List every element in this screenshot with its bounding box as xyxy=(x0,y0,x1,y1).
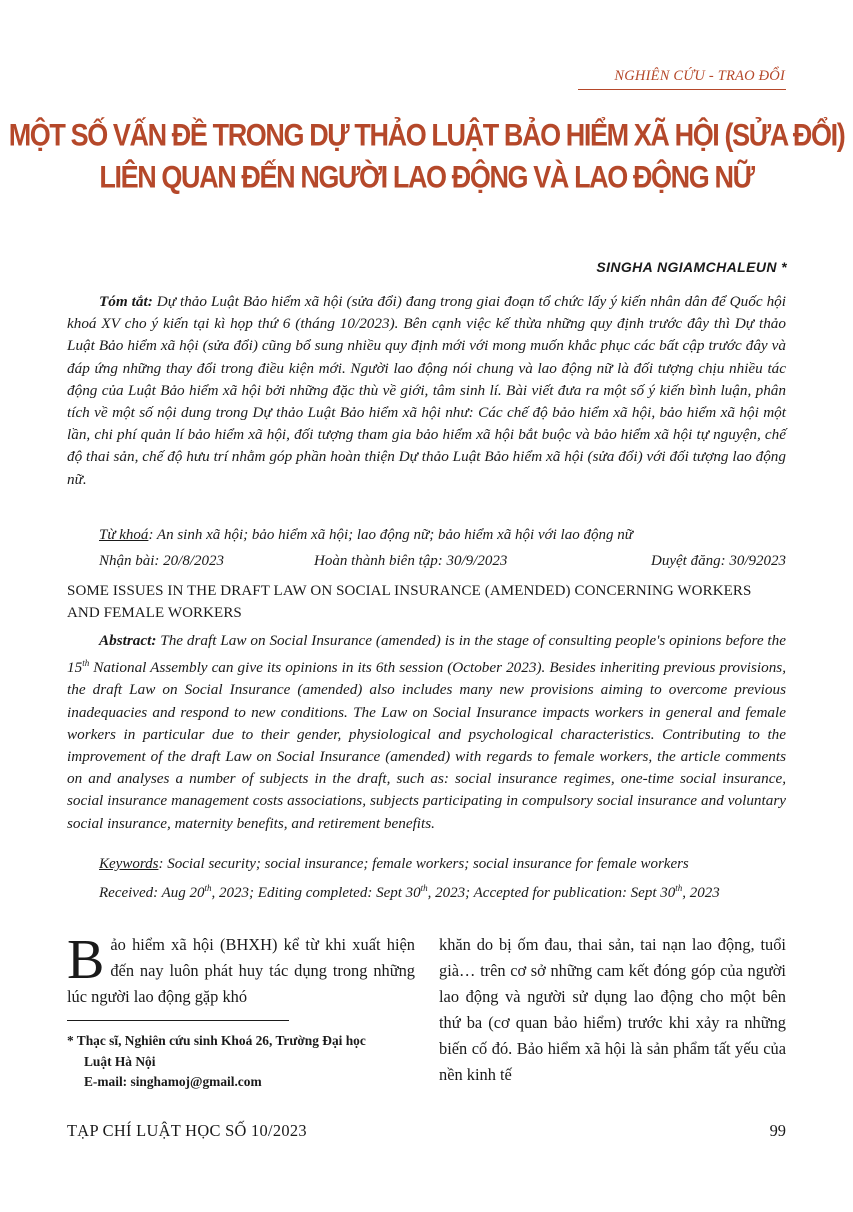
article-title-line-1: MỘT SỐ VẤN ĐỀ TRONG DỰ THẢO LUẬT BẢO HIỂM XÃ HỘI (SỬA ĐỔI) xyxy=(8,117,845,153)
keywords-vi-label: Từ khoá xyxy=(99,527,149,543)
body-column-left xyxy=(67,929,415,1010)
abstract-vi-label: Tóm tắt: xyxy=(99,293,153,310)
keywords-english xyxy=(99,856,786,873)
keywords-en-label: Keywords xyxy=(99,856,159,872)
received-en-c: , 2023; Accepted for publication: Sept 30 xyxy=(427,885,676,901)
received-en-a: Received: Aug 20 xyxy=(99,885,205,901)
dates-english xyxy=(99,883,720,902)
section-label: NGHIÊN CỨU - TRAO ĐỔI xyxy=(614,68,785,84)
article-title-line-2: LIÊN QUAN ĐẾN NGƯỜI LAO ĐỘNG VÀ LAO ĐỘNG NỮ xyxy=(99,159,754,195)
received-en-c-sup: th xyxy=(675,883,683,893)
keywords-vi-text: : An sinh xã hội; bảo hiểm xã hội; lao động nữ; bảo hiểm xã hội với lao động nữ xyxy=(148,527,633,543)
edited-date-vi: Hoàn thành biên tập: 30/9/2023 xyxy=(314,553,508,569)
journal-footer: TẠP CHÍ LUẬT HỌC SỐ 10/2023 xyxy=(67,1121,307,1140)
page-number: 99 xyxy=(769,1121,786,1140)
english-title: SOME ISSUES IN THE DRAFT LAW ON SOCIAL INSURANCE (AMENDED) CONCERNING WORKERS AND FEMALE WORKERS xyxy=(67,583,752,621)
abstract-english xyxy=(67,630,786,835)
received-en-a-sup: th xyxy=(204,883,212,893)
footnote-rule xyxy=(67,1020,289,1021)
accepted-date-vi: Duyệt đăng: 30/92023 xyxy=(651,553,786,569)
drop-cap: B xyxy=(67,929,105,991)
abstract-en-part1: The draft Law on Social Insurance (amended) is in the stage of consulting people's opinions before the 15 xyxy=(67,632,786,677)
keywords-vietnamese xyxy=(99,527,786,544)
abstract-vi-text: Dự thảo Luật Bảo hiểm xã hội (sửa đổi) đang trong giai đoạn tổ chức lấy ý kiến nhân dân để Quốc hội khoá XV cho ý kiến tại kì họp thứ 6 (tháng 10/2023). Bên cạnh việc kế thừa những quy định trước đây thì Dự thảo Luật Bảo hiểm xã hội (sửa đổi) cũng bổ sung nhiều quy định mới với mong muốn khắc phục các bất cập trước đây và đáp ứng những thay đổi trong điều kiện mới. Người lao động nói chung và lao động nữ là đối tượng chịu nhiều tác động của Luật Bảo hiểm xã hội bởi những đặc thù về giới, tâm sinh lí. Bài viết đưa ra một số ý kiến bình luận, phân tích về một số nội dung trong Dự thảo Luật Bảo hiểm xã hội như: Các chế độ bảo hiểm xã hội, bảo hiểm xã hội một lần, chi phí quản lí bảo hiểm xã hội, đối tượng tham gia bảo hiểm xã hội bắt buộc và bảo hiểm xã hội tự nguyện, chế độ thai sản, chế độ hưu trí nhằm góp phần hoàn thiện Dự thảo Luật Bảo hiểm xã hội (sửa đổi) với đối tượng lao động nữ. xyxy=(67,293,786,488)
keywords-en-text: : Social security; social insurance; female workers; social insurance for female workers xyxy=(158,856,689,872)
footnote-email: E-mail: singhamoj@gmail.com xyxy=(84,1074,262,1089)
received-en-b-sup: th xyxy=(420,883,428,893)
body-column-right: khăn do bị ốm đau, thai sản, tai nạn lao động, tuổi già… trên cơ sở những cam kết đóng góp của người lao động và người sử dụng lao động cho một bên thứ ba (cơ quan bảo hiểm) trước khi xảy ra những biến cố đó. Bảo hiểm xã hội là sản phẩm tất yếu của nền kinh tế xyxy=(439,935,786,1084)
abstract-vietnamese xyxy=(67,291,786,491)
author-name: SINGHA NGIAMCHALEUN * xyxy=(596,259,787,275)
received-en-d: , 2023 xyxy=(682,885,720,901)
received-en-b: , 2023; Editing completed: Sept 30 xyxy=(211,885,421,901)
footnote-university: Luật Hà Nội xyxy=(84,1053,156,1069)
abstract-en-label: Abstract: xyxy=(99,632,157,649)
body-left-text: ảo hiểm xã hội (BHXH) kể từ khi xuất hiện đến nay luôn phát huy tác dụng trong những lúc người lao động gặp khó xyxy=(67,935,415,1006)
author-footnote xyxy=(67,1031,417,1093)
section-rule xyxy=(578,89,786,90)
abstract-en-part2: National Assembly can give its opinions in its 6th session (October 2023). Besides inheriting previous provisions, the draft Law on Social Insurance (amended) also includes many new provisions aiming to overcome previous inadequacies and respond to new conditions. The Law on Social Insurance impacts workers in general and female workers in particular due to their gender, physiological and psychological characteristics. Contributing to the improvement of the draft Law on Social Insurance (amended) with regards to female workers, the article comments on and analyses a number of subjects in the draft, such as: social insurance regimes, one-time social insurance, social insurance management costs associations, subjects participating in compulsory social insurance and voluntary social insurance, maternity benefits, and retirement benefits. xyxy=(67,659,786,832)
abstract-en-sup: th xyxy=(82,658,90,669)
received-date-vi: Nhận bài: 20/8/2023 xyxy=(99,553,225,569)
footnote-affiliation: * Thạc sĩ, Nghiên cứu sinh Khoá 26, Trường Đại học xyxy=(67,1033,366,1048)
